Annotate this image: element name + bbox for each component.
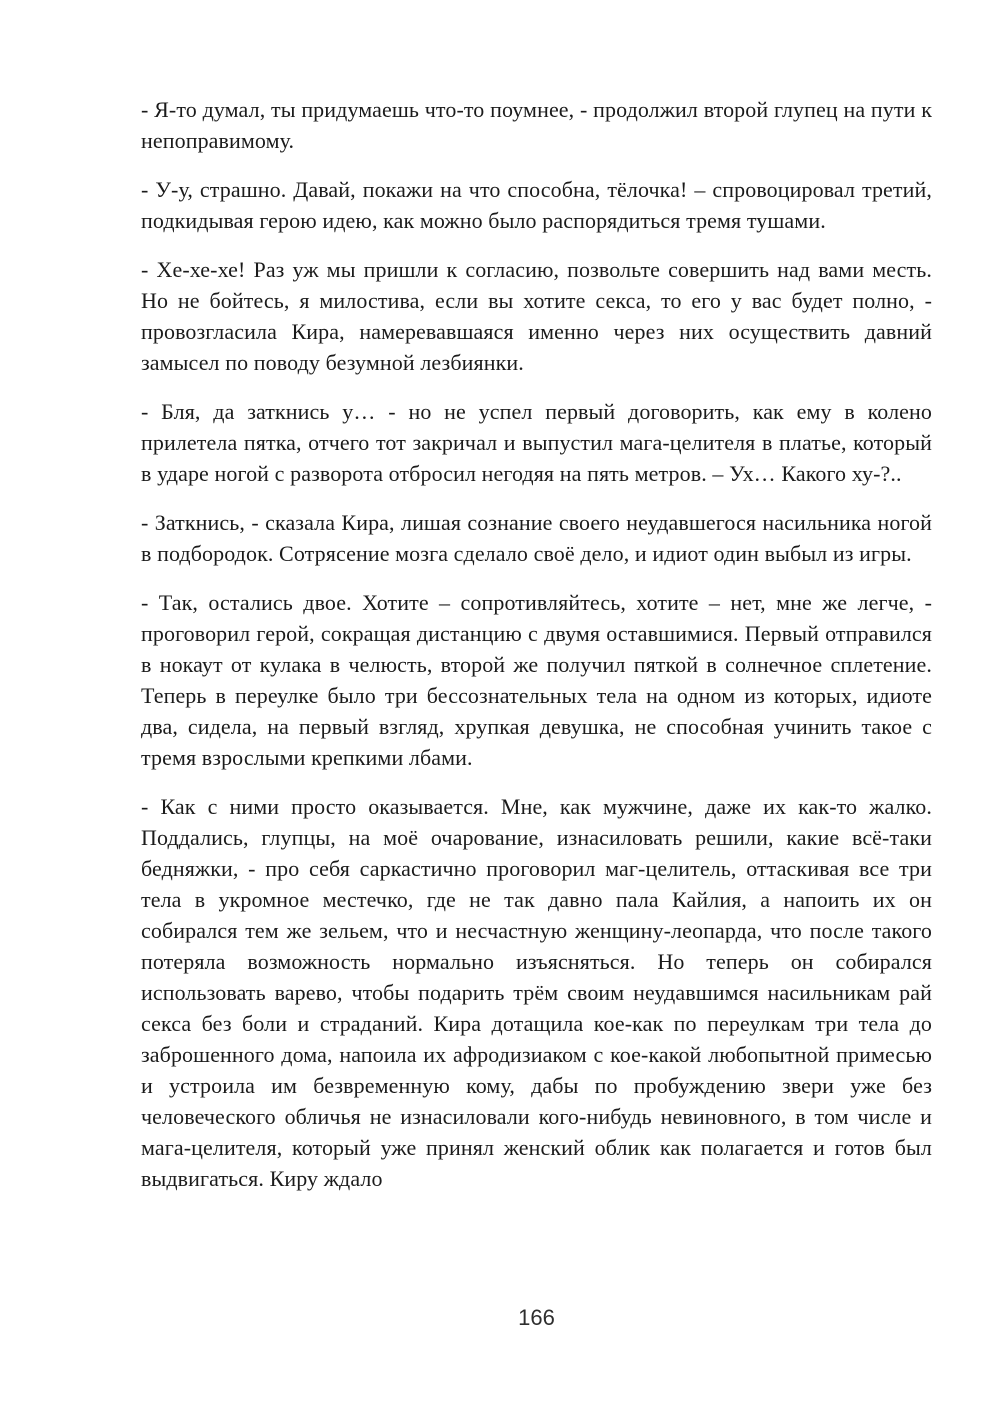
page-number: 166 — [518, 1305, 555, 1330]
paragraph-3: - Хе-хе-хе! Раз уж мы пришли к согласию, позвольте совершить над вами месть. Но не бойтесь, я милостива, если вы хотите секса, то его у вас будет полно, - провозгласила Кира, намеревавшаяся именно через них осуществить давний замысел по поводу безумной лезбиянки. — [141, 257, 932, 375]
page-footer — [141, 1302, 932, 1333]
paragraph-5: - Заткнись, - сказала Кира, лишая сознание своего неудавшегося насильника ногой в подбородок. Сотрясение мозга сделало своё дело, и идиот один выбыл из игры. — [141, 510, 932, 566]
paragraph-4: - Бля, да заткнись у… - но не успел первый договорить, как ему в колено прилетела пятка, отчего тот закричал и выпустил мага-целителя в платье, который в ударе ногой с разворота отбросил негодяя на пять метров. – Ух… Какого ху-?.. — [141, 399, 932, 486]
paragraph-1: - Я-то думал, ты придумаешь что-то поумнее, - продолжил второй глупец на пути к непоправимому. — [141, 97, 932, 153]
paragraph-6: - Так, остались двое. Хотите – сопротивляйтесь, хотите – нет, мне же легче, - проговорил герой, сокращая дистанцию с двумя оставшимися. Первый отправился в нокаут от кулака в челюсть, второй же получил пяткой в солнечное сплетение. Теперь в переулке было три бессознательных тела на одном из которых, идиоте два, сидела, на первый взгляд, хрупкая девушка, не способная учинить такое с тремя взрослыми крепкими лбами. — [141, 590, 932, 770]
page-text — [141, 94, 932, 1194]
paragraph-2: - У-у, страшно. Давай, покажи на что способна, тёлочка! – спровоцировал третий, подкидывая герою идею, как можно было распорядиться тремя тушами. — [141, 177, 932, 233]
paragraph-7: - Как с ними просто оказывается. Мне, как мужчине, даже их как-то жалко. Поддались, глупцы, на моё очарование, изнасиловать решили, какие всё-таки бедняжки, - про себя саркастично проговорил маг-целитель, оттаскивая все три тела в укромное местечко, где не так давно пала Кайлия, а напоить их он собирался тем же зельем, что и несчастную женщину-леопарда, что после такого потеряла возможность нормально изъясняться. Но теперь он собирался использовать варево, чтобы подарить трём своим неудавшимся насильникам рай секса без боли и страданий. Кира дотащила кое-как по переулкам три тела до заброшенного дома, напоила их афродизиаком с кое-какой любопытной примесью и устроила им безвременную кому, дабы по пробуждению звери уже без человеческого обличья не изнасиловали кого-нибудь невиновного, в том числе и мага-целителя, который уже принял женский облик как полагается и готов был выдвигаться. Киру ждало — [141, 794, 932, 1191]
